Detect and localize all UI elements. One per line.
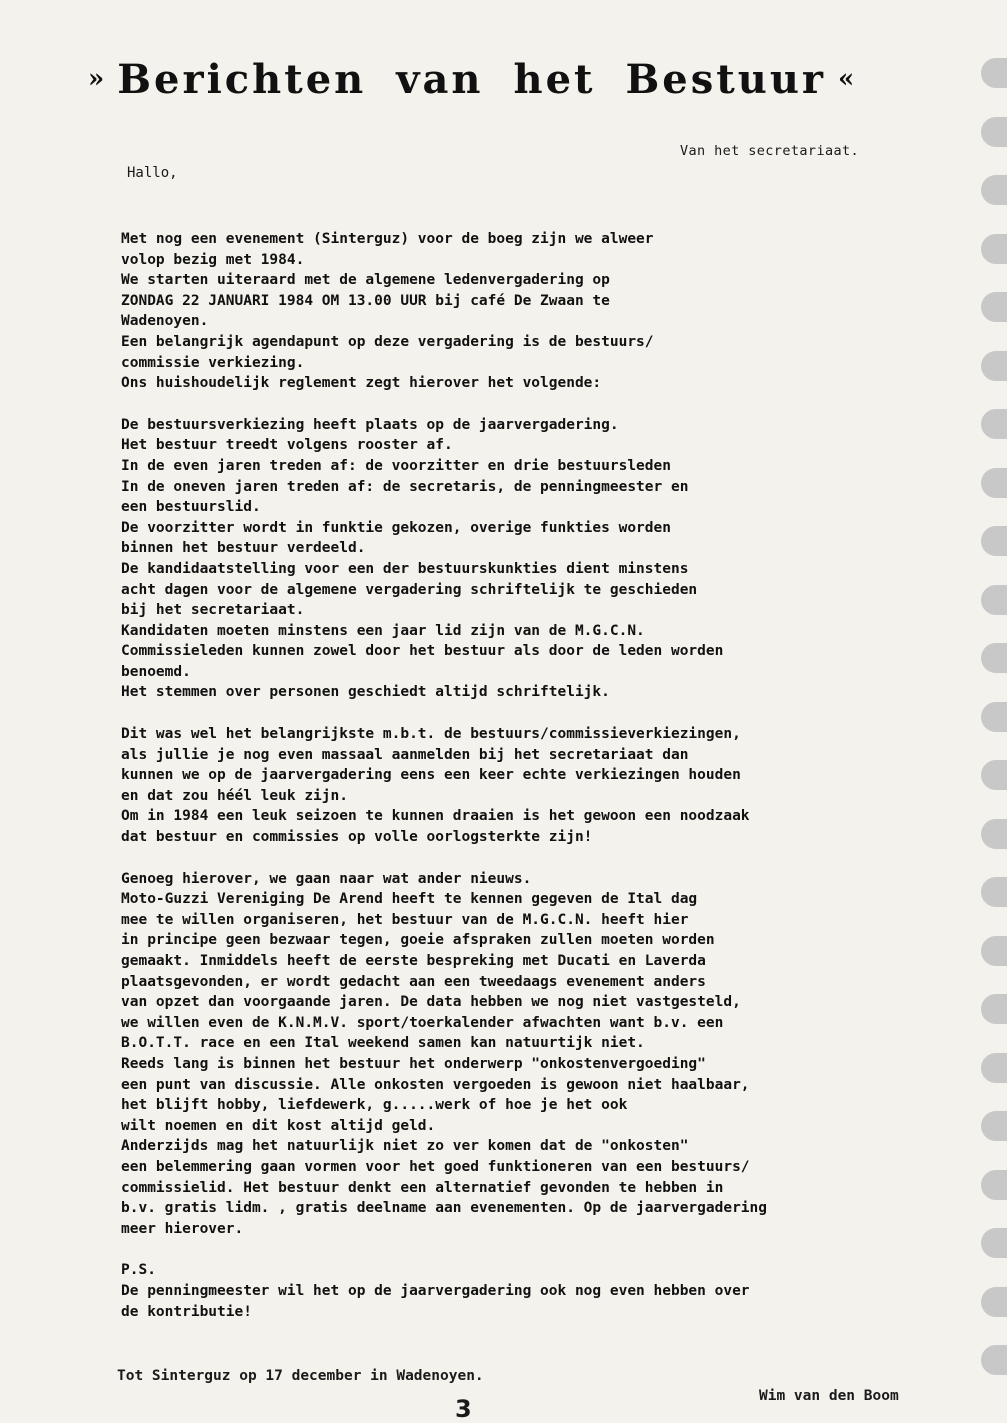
- text-line: P.S.: [121, 1262, 156, 1279]
- binder-hole: [981, 175, 1007, 205]
- text-line: benoemd.: [121, 663, 191, 680]
- binder-hole: [981, 292, 1007, 322]
- binder-hole: [981, 1053, 1007, 1083]
- text-line: plaatsgevonden, er wordt gedacht aan een tweedaags evenement anders: [121, 973, 706, 990]
- binder-hole: [981, 702, 1007, 732]
- text-line: Commissieleden kunnen zowel door het bestuur als door de leden worden: [121, 643, 724, 660]
- binder-hole: [981, 877, 1007, 907]
- paragraph: [121, 1260, 956, 1322]
- paragraph-gap: [121, 394, 956, 415]
- text-line: Moto-Guzzi Vereniging De Arend heeft te kennen gegeven de Ital dag: [121, 891, 698, 908]
- closing-line: Tot Sinterguz op 17 december in Wadenoyen.: [117, 1368, 484, 1384]
- text-line: het blijft hobby, liefdewerk, g.....werk of hoe je het ook: [121, 1097, 628, 1114]
- text-line: Het stemmen over personen geschiedt altijd schriftelijk.: [121, 684, 610, 701]
- binder-holes: [967, 40, 1007, 1410]
- binder-hole: [981, 58, 1007, 88]
- title-word: Berichten: [117, 56, 367, 103]
- title-open-quote: »: [88, 64, 108, 94]
- text-line: In de oneven jaren treden af: de secretaris, de penningmeester en: [121, 478, 689, 495]
- binder-hole: [981, 1228, 1007, 1258]
- title-word: van: [396, 56, 484, 103]
- text-line: mee te willen organiseren, het bestuur van de M.G.C.N. heeft hier: [121, 911, 689, 928]
- text-line: Genoeg hierover, we gaan naar wat ander nieuws.: [121, 870, 532, 887]
- paragraph: [121, 415, 956, 703]
- text-line: een belemmering gaan vormen voor het goed funktioneren van een bestuurs/: [121, 1158, 750, 1175]
- paragraph: [121, 869, 956, 1240]
- text-line: commissie verkiezing.: [121, 354, 305, 371]
- text-line: van opzet dan voorgaande jaren. De data hebben we nog niet vastgesteld,: [121, 994, 741, 1011]
- text-line: meer hierover.: [121, 1220, 244, 1237]
- binder-hole: [981, 468, 1007, 498]
- text-line: Een belangrijk agendapunt op deze vergadering is de bestuurs/: [121, 333, 654, 350]
- text-line: volop bezig met 1984.: [121, 251, 305, 268]
- paragraph-gap: [121, 703, 956, 724]
- binder-hole: [981, 1287, 1007, 1317]
- closing-block: [117, 1368, 937, 1404]
- text-line: in principe geen bezwaar tegen, goeie afspraken zullen moeten worden: [121, 932, 715, 949]
- paragraph-gap: [121, 848, 956, 869]
- page-number: 3: [455, 1395, 472, 1423]
- text-line: kunnen we op de jaarvergadering eens een keer echte verkiezingen houden: [121, 767, 741, 784]
- binder-hole: [981, 1111, 1007, 1141]
- text-line: De voorzitter wordt in funktie gekozen, overige funkties worden: [121, 519, 671, 536]
- text-line: Ons huishoudelijk reglement zegt hierover het volgende:: [121, 375, 602, 392]
- binder-hole: [981, 117, 1007, 147]
- text-line: Dit was wel het belangrijkste m.b.t. de bestuurs/commissieverkiezingen,: [121, 726, 741, 743]
- text-line: en dat zou héél leuk zijn.: [121, 787, 348, 804]
- text-line: wilt noemen en dit kost altijd geld.: [121, 1117, 436, 1134]
- text-line: gemaakt. Inmiddels heeft de eerste bespreking met Ducati en Laverda: [121, 953, 706, 969]
- text-line: De penningmeester wil het op de jaarvergadering ook nog even hebben over: [121, 1282, 750, 1299]
- text-line: Anderzijds mag het natuurlijk niet zo ver komen dat de "onkosten": [121, 1138, 689, 1155]
- binder-hole: [981, 585, 1007, 615]
- paragraph: [121, 229, 956, 394]
- title-word: Bestuur: [625, 56, 826, 103]
- text-line: b.v. gratis lidm. , gratis deelname aan evenementen. Op de jaarvergadering: [121, 1200, 768, 1217]
- binder-hole: [981, 1170, 1007, 1200]
- text-line: acht dagen voor de algemene vergadering schriftelijk te geschieden: [121, 581, 698, 598]
- signature: Wim van den Boom: [759, 1388, 899, 1404]
- text-line: De bestuursverkiezing heeft plaats op de jaarvergadering.: [121, 416, 619, 433]
- text-line: commissielid. Het bestuur denkt een alternatief gevonden te hebben in: [121, 1179, 724, 1196]
- greeting: Hallo,: [127, 165, 178, 181]
- paragraph-gap: [121, 1239, 956, 1260]
- page-title: [88, 56, 858, 103]
- binder-hole: [981, 409, 1007, 439]
- text-line: Het bestuur treedt volgens rooster af.: [121, 437, 453, 454]
- title-word: het: [513, 56, 596, 103]
- binder-hole: [981, 819, 1007, 849]
- text-line: Om in 1984 een leuk seizoen te kunnen draaien is het gewoon een noodzaak: [121, 808, 750, 825]
- binder-hole: [981, 351, 1007, 381]
- text-line: Reeds lang is binnen het bestuur het onderwerp "onkostenvergoeding": [121, 1055, 706, 1072]
- text-line: In de even jaren treden af: de voorzitter en drie bestuursleden: [121, 457, 671, 474]
- binder-hole: [981, 936, 1007, 966]
- text-line: Kandidaten moeten minstens een jaar lid zijn van de M.G.C.N.: [121, 622, 645, 639]
- paragraph: [121, 724, 956, 848]
- text-line: Wadenoyen.: [121, 313, 209, 330]
- text-line: bij het secretariaat.: [121, 602, 305, 619]
- binder-hole: [981, 234, 1007, 264]
- binder-hole: [981, 643, 1007, 673]
- text-line: een punt van discussie. Alle onkosten vergoeden is gewoon niet haalbaar,: [121, 1076, 750, 1093]
- text-line: we willen even de K.N.M.V. sport/toerkalender afwachten want b.v. een: [121, 1014, 724, 1031]
- title-close-quote: «: [838, 64, 858, 94]
- binder-hole: [981, 994, 1007, 1024]
- binder-hole: [981, 526, 1007, 556]
- text-line: De kandidaatstelling voor een der bestuurskunkties dient minstens: [121, 560, 689, 577]
- text-line: ZONDAG 22 JANUARI 1984 OM 13.00 UUR bij café De Zwaan te: [121, 292, 610, 309]
- letter-body: [121, 229, 956, 1322]
- text-line: Met nog een evenement (Sinterguz) voor de boeg zijn we alweer: [121, 231, 654, 247]
- binder-hole: [981, 1345, 1007, 1375]
- text-line: We starten uiteraard met de algemene ledenvergadering op: [121, 272, 610, 289]
- sender-line: Van het secretariaat.: [680, 143, 860, 159]
- text-line: de kontributie!: [121, 1303, 252, 1320]
- binder-hole: [981, 760, 1007, 790]
- text-line: een bestuurslid.: [121, 499, 261, 516]
- text-line: B.O.T.T. race en een Ital weekend samen kan natuurtijk niet.: [121, 1035, 645, 1052]
- text-line: binnen het bestuur verdeeld.: [121, 540, 366, 557]
- text-line: dat bestuur en commissies op volle oorlogsterkte zijn!: [121, 829, 593, 846]
- text-line: als jullie je nog even massaal aanmelden bij het secretariaat dan: [121, 746, 689, 763]
